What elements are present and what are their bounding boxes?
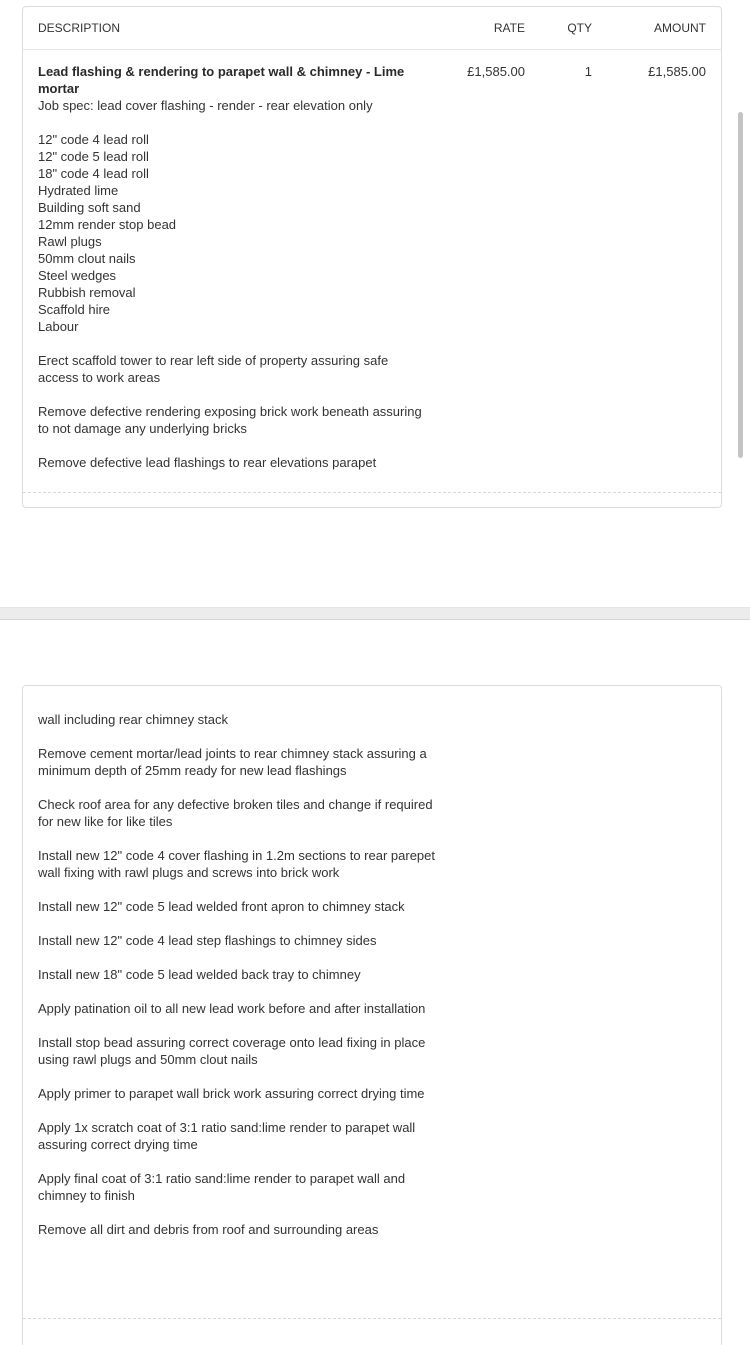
material-item: Building soft sand: [38, 200, 141, 215]
work-step: Remove defective rendering exposing brick work beneath assuring to not damage any underlying bricks: [38, 404, 422, 436]
item-amount: £1,585.00: [648, 64, 706, 79]
material-item: 18" code 4 lead roll: [38, 166, 149, 181]
work-step: Remove all dirt and debris from roof and surrounding areas: [38, 1222, 379, 1237]
material-item: Rubbish removal: [38, 285, 136, 300]
work-step: Remove cement mortar/lead joints to rear chimney stack assuring a minimum depth of 25mm ready for new lead flashings: [38, 746, 427, 778]
table-header: [23, 7, 721, 50]
header-amount: AMOUNT: [654, 21, 706, 35]
item-title: Lead flashing & rendering to parapet wall & chimney - Lime mortar: [38, 64, 405, 96]
row-divider: [23, 492, 721, 493]
header-description: DESCRIPTION: [38, 21, 121, 35]
header-rate: RATE: [493, 21, 525, 35]
material-item: Steel wedges: [38, 268, 117, 283]
work-step: Erect scaffold tower to rear left side of property assuring safe access to work areas: [38, 353, 389, 385]
page-break: [0, 607, 750, 620]
materials-list: [38, 131, 428, 335]
work-step: Install stop bead assuring correct coverage onto lead fixing in place using rawl plugs and 50mm clout nails: [38, 1035, 426, 1067]
material-item: Labour: [38, 319, 79, 334]
line-item-description-continued: [38, 711, 438, 1255]
work-step: Apply patination oil to all new lead work before and after installation: [38, 1001, 426, 1016]
material-item: 12" code 4 lead roll: [38, 132, 149, 147]
item-spec: Job spec: lead cover flashing - render - rear elevation only: [38, 98, 373, 113]
line-item-description: [38, 63, 428, 488]
invoice-card-page-2: [22, 685, 722, 1345]
work-step: Apply primer to parapet wall brick work assuring correct drying time: [38, 1086, 425, 1101]
material-item: Hydrated lime: [38, 183, 119, 198]
work-step: Apply 1x scratch coat of 3:1 ratio sand:lime render to parapet wall assuring correct drying time: [38, 1120, 416, 1152]
work-step: Install new 18" code 5 lead welded back tray to chimney: [38, 967, 361, 982]
material-item: 12mm render stop bead: [38, 217, 177, 232]
work-step: Install new 12" code 5 lead welded front apron to chimney stack: [38, 899, 405, 914]
work-step: Install new 12" code 4 cover flashing in 1.2m sections to rear parepet wall fixing with rawl plugs and screws into brick work: [38, 848, 436, 880]
material-item: 12" code 5 lead roll: [38, 149, 149, 164]
material-item: 50mm clout nails: [38, 251, 136, 266]
row-divider: [23, 1318, 721, 1319]
work-step: Install new 12" code 4 lead step flashings to chimney sides: [38, 933, 377, 948]
item-qty: 1: [584, 64, 592, 79]
material-item: Rawl plugs: [38, 234, 102, 249]
scrollbar-thumb[interactable]: [738, 112, 743, 458]
item-rate: £1,585.00: [467, 64, 525, 79]
work-step: Check roof area for any defective broken tiles and change if required for new like for like tiles: [38, 797, 433, 829]
header-qty: QTY: [567, 21, 592, 35]
work-step: Apply final coat of 3:1 ratio sand:lime render to parapet wall and chimney to finish: [38, 1171, 406, 1203]
material-item: Scaffold hire: [38, 302, 111, 317]
invoice-card-page-1: [22, 6, 722, 508]
work-step: Remove defective lead flashings to rear elevations parapet: [38, 455, 377, 470]
work-step: wall including rear chimney stack: [38, 712, 229, 727]
